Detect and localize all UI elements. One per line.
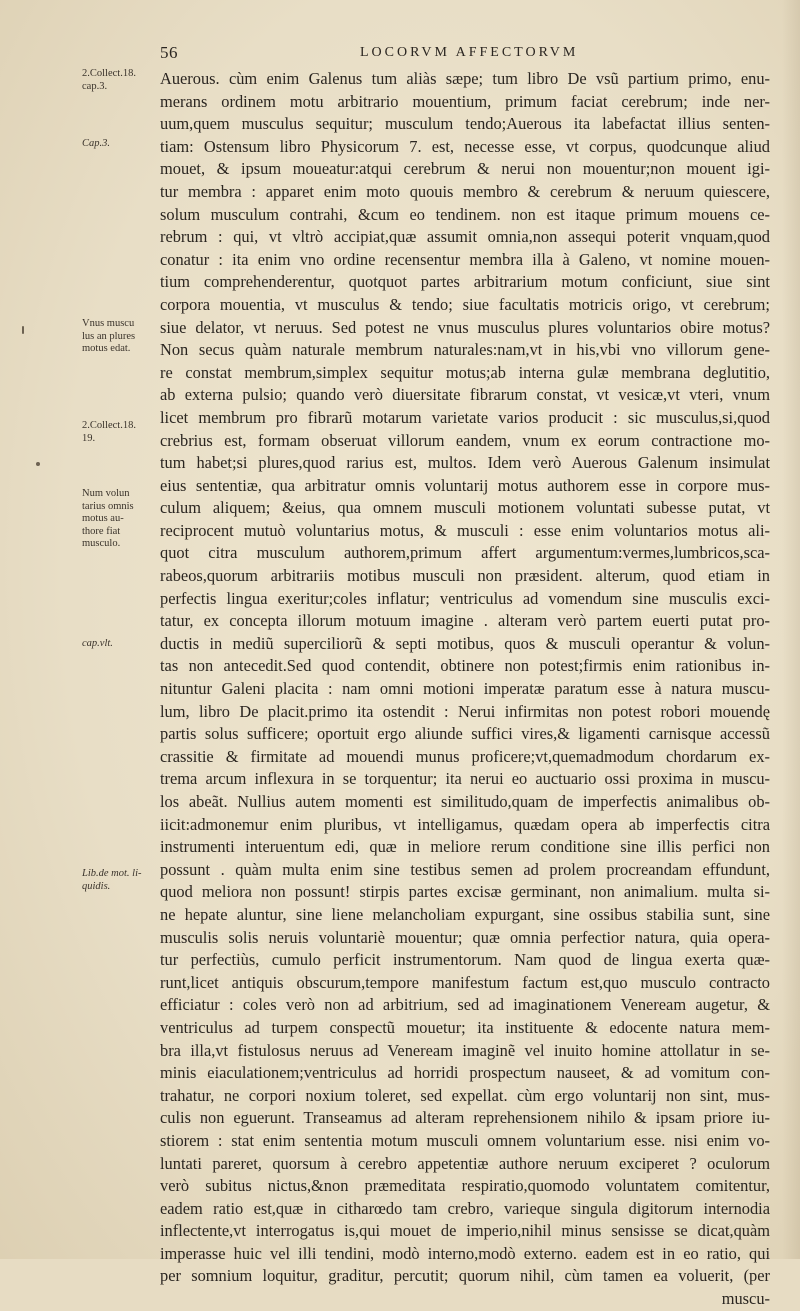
ink-speck — [22, 326, 24, 334]
body-line: ne hepate aluntur, sine liene melancholiam expurgant, sine ossibus stabilia sunt, sine — [160, 904, 770, 924]
body-line: runt,licet antiquis obscurum,tempore manifestum factum est,quo musculo contracto — [160, 972, 770, 992]
margin-note-cap-3 — [82, 138, 156, 151]
margin-note-line: Num volun — [82, 488, 130, 499]
body-line: re constat membrum,simplex sequitur motus;ab interna gulæ membrana deglutitio, — [160, 362, 770, 382]
body-line: instrumenti interuentum edi, quæ in meliore rerum conditione sine illis perfici non — [160, 837, 770, 857]
margin-note-line: Cap.3. — [82, 138, 111, 149]
body-line: tium comprehenderentur, quotquot partes arbitrarium motum conficiunt, siue sint — [160, 272, 770, 292]
body-line: trema arcum inflexura in se torquentur; ita nerui eo auctuario ossi proxima in muscu- — [160, 769, 770, 789]
body-line: reciprocent mutuò voluntarius motus, & musculi : esse enim voluntarios motus ali- — [160, 520, 770, 540]
margin-note-line: Vnus muscu — [82, 318, 135, 329]
body-line: siue delator, vt neruus. Sed potest ne vnus musculus plures voluntarios obire motus? — [160, 317, 770, 337]
margin-note-line: 2.Collect.18. — [82, 420, 136, 431]
body-line: nituntur Galeni placita : nam omni motioni imperatæ paratum esse à natura muscu- — [160, 679, 770, 699]
ink-speck — [36, 462, 40, 466]
page-number: 56 — [160, 43, 178, 62]
page-edge-shadow — [782, 0, 800, 1259]
body-line: corpora mouentia, vt musculus & tendo; siue facultatis motricis origo, vt cerebrum; — [160, 294, 770, 314]
body-line: rabeos,quorum arbitrariis motibus musculi non præsident. alterum, quod etiam in — [160, 566, 770, 586]
margin-note-line: cap.vlt. — [82, 638, 113, 649]
margin-note-line: quidis. — [82, 880, 111, 892]
margin-note-collect-18-19 — [82, 420, 156, 445]
body-line: quod meliora non possunt! stirpis partes excisæ germinant, non animalium. multa si- — [160, 882, 770, 902]
body-line: musculis solis neruis voluntariè mouentur; quæ omnia perfectior natura, quia opera- — [160, 927, 770, 947]
margin-note-line: thore fiat — [82, 525, 121, 537]
margin-note-collect-18 — [82, 68, 156, 93]
body-text — [160, 68, 770, 1311]
body-line: bra illa,vt fistulosus neruus ad Veneream imaginẽ vel inuito homine attollatur in se- — [160, 1040, 770, 1060]
body-line: solum musculum contrahi, &cum eo tendinem. non est itaque primum mouens ce- — [160, 204, 770, 224]
body-line: crebrius est, formam obseruat villorum eandem, vnum ex eorum contractione mo- — [160, 430, 770, 450]
body-line: lum, libro De placit.primo ita ostendit : Nerui infirmitas non potest robori mouendę — [160, 701, 770, 721]
body-line: possunt . quàm multa enim sine testibus semen ad prolem procreandam effundunt, — [160, 859, 770, 879]
body-line: culum aliquem; &eius, qua omnem musculi motionem voluntati subesse putat, vt — [160, 498, 770, 518]
body-line: rebrum : qui, vt vltrò accipiat,quæ assumit omnia,non assequi poterit vnquam,quod — [160, 227, 770, 247]
body-line: licet membrum pro fibrarũ motarum varietate varios producit : sic musculus,si,quod — [160, 407, 770, 427]
body-line: stiorem : stat enim sententia motum musculi omnem voluntarium esse. nisi enim vo- — [160, 1130, 770, 1150]
body-line: per somnium loquitur, graditur, percutit; quorum nihil, cùm tamen ea voluerit, (per — [160, 1266, 770, 1286]
body-line: eius sententiæ, qua arbitratur omnis voluntarij motus authorem esse in corpore mus- — [160, 475, 770, 495]
body-line: ductis in mediũ superciliorũ & septi motibus, quos & musculi operantur & volun- — [160, 633, 770, 653]
body-line: tiam: Ostensum libro Physicorum 7. est, necesse esse, vt corpus, quodcunque aliud — [160, 136, 770, 156]
margin-note-line: tarius omnis — [82, 500, 134, 512]
margin-note-vnus-musculus — [82, 318, 156, 356]
body-line: los abeãt. Nullius autem momenti est similitudo,quam de imperfectis animalibus ob- — [160, 792, 770, 811]
body-line: minis eiaculationem;ventriculus ad horridi prospectum nauseet, & ad vomitum con- — [160, 1063, 770, 1083]
body-line: inflectente,vt interrogatus is,qui mouet de imperio,nihil minus sensisse se dicat,quàm — [160, 1221, 770, 1241]
margin-note-line: motus au- — [82, 513, 124, 524]
body-line: ventriculus ad turpem conspectũ mouetur; ita instituente & edocente natura mem- — [160, 1017, 770, 1037]
body-line: verò subitus nictus,&non præmeditata respiratio,quomodo voluntatem comitentur, — [160, 1176, 770, 1196]
margin-note-line: cap.3. — [82, 80, 108, 92]
body-line: eadem ratio est,quæ in citharœdo tam crebro, varieque singula digitorum internodia — [160, 1198, 770, 1218]
body-line: ab externa pulsio; quando verò diuersitate fibrarum constat, vt vesicæ,vt vteri, vnum — [160, 385, 770, 405]
body-line: tum habet;si plures,quod rarius est, multos. Idem verò Auerous Galenum insimulat — [160, 453, 770, 473]
body-line: merans ordinem motu arbitrario mouentium, primum faciat cerebrum; inde ner- — [160, 91, 770, 111]
margin-note-num-voluntarius — [82, 488, 156, 551]
body-line: efficiatur : coles verò non ad arbitrium, sed ad imaginationem Veneream augetur, & — [160, 995, 770, 1015]
body-line: crassitie & firmitate ad mouendi munus proficere;vt,quemadmodum chordarum ex- — [160, 746, 770, 766]
body-line: tatur, ex concepta illorum motuum imagine . alteram verò partem euerti putat pro- — [160, 611, 770, 631]
margin-note-line: musculo. — [82, 538, 121, 549]
body-line: partis solus sufficere; oportuit ergo aliunde suffici vires,& ligamenti carnisque accessũ — [160, 724, 770, 744]
margin-note-line: 19. — [82, 432, 96, 444]
body-line: trahatur, ne corpori noxium toleret, sed expellat. cùm ergo voluntarij non sint, mus- — [160, 1085, 770, 1105]
body-line: luntati pareret, quorsum à cerebro appetentiæ authore neruum exciperet ? oculorum — [160, 1153, 770, 1173]
body-line: uum,quem musculus sequitur; musculum tendo;Auerous ita labefactat illius senten- — [160, 114, 770, 134]
body-line: imperasse huic vel illi tendini, modò interno,modò externo. eadem est in eo ratio, qui — [160, 1243, 770, 1263]
body-line: iicit:admonemur enim pluribus, vt intelligamus, quædam opera ab imperfectis citra — [160, 814, 770, 834]
catchword: muscu- — [721, 1289, 770, 1309]
body-line: Non secus quàm naturale membrum naturales:nam,vt in his,vbi vno villorum gene- — [160, 340, 770, 360]
body-line: mouet, & ipsum moueatur:atqui cerebrum & nerui non mouentur;non mouent igi- — [160, 159, 770, 179]
body-line: quot citra musculum authorem,primum affert argumentum:vermes,lumbricos,sca- — [160, 543, 770, 563]
body-line: tas non antecedit.Sed quod contendit, obtinere non potest;firmis enim rationibus in- — [160, 656, 770, 676]
margin-note-line: lus an plures — [82, 330, 136, 342]
margin-note-line: motus edat. — [82, 343, 131, 354]
margin-note-cap-vlt — [82, 638, 156, 651]
body-line: Auerous. cùm enim Galenus tum aliàs sæpe; tum libro De vsũ partium primo, enu- — [160, 69, 770, 88]
body-line: tur perfectiùs, cumulo perficit instrumentorum. Nam quod de lingua exerta quæ- — [160, 950, 770, 970]
body-line: tur membra : apparet enim moto quouis membro & cerebrum & neruum quiescere, — [160, 181, 770, 201]
margin-note-line: Lib.de mot. li- — [82, 868, 142, 879]
margin-note-line: 2.Collect.18. — [82, 68, 136, 79]
margin-note-lib-de-mot — [82, 868, 156, 893]
body-line: culis non eguerunt. Transeamus ad alteram reprehensionem nihilo & ipsam priore iu- — [160, 1108, 770, 1128]
running-title: LOCORVM AFFECTORVM — [360, 45, 579, 60]
body-line: perfectis lingua exeritur;coles inflatur; ventriculus ad vomendum sine musculis exci- — [160, 588, 770, 608]
body-line: conatur : ita enim vno ordine recensentur membra illa à Galeno, vt nomine mouen- — [160, 249, 770, 269]
